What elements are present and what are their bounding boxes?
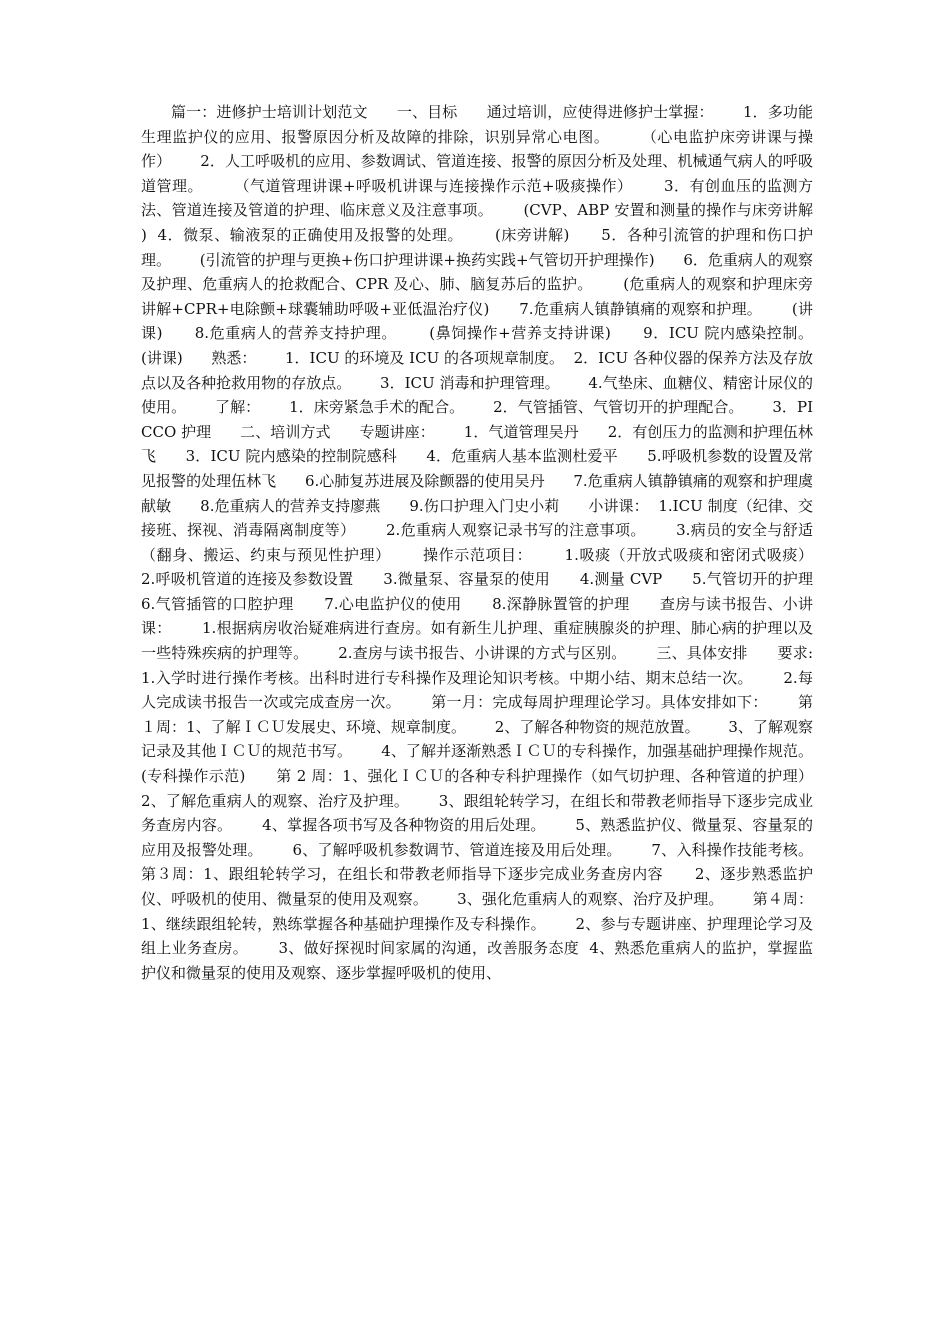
document-body-text: 篇一：进修护士培训计划范文 一、目标 通过培训，应使得进修护士掌握： 1．多功能生理监护仪的应用、报警原因分析及故障的排除，识别异常心电图。 （心电监护床旁讲课与操作） 2．人工呼吸机的应用、参数调试、管道连接、报警的原因分析及处理、机械通气病人的呼吸道管理。 （气道管理讲课+呼吸机讲课与连接操作示范+吸痰操作） 3．有创血压的监测方法、管道连接及管道的护理、临床意义及注意事项。 (CVP、ABP 安置和测量的操作与床旁讲解 ) 4．微泵、输液泵的正确使用及报警的处理。 (床旁讲解) 5．各种引流管的护理和伤口护理。 (引流管的护理与更换+伤口护理讲课+换药实践+气管切开护理操作) 6．危重病人的观察及护理、危重病人的抢救配合、CPR 及心、肺、脑复苏后的监护。 (危重病人的观察和护理床旁讲解+CPR+电除颤+球囊辅助呼吸+亚低温治疗仪) 7.危重病人镇静镇痛的观察和护理。 (讲课) 8.危重病人的营养支持护理。 (鼻饲操作+营养支持讲课) 9．ICU 院内感染控制。 (讲课) 熟悉： 1．ICU 的环境及 ICU 的各项规章制度。 2．ICU 各种仪器的保养方法及存放点以及各种抢救用物的存放点。 3．ICU 消毒和护理管理。 4.气垫床、血糖仪、精密计尿仪的使用。 了解： 1．床旁紧急手术的配合。 2．气管插管、气管切开的护理配合。 3．PICCO 护理 二、培训方式 专题讲座： 1．气道管理吴丹 2．有创压力的监测和护理伍林飞 3．ICU 院内感染的控制院感科 4．危重病人基本监测杜爱平 5.呼吸机参数的设置及常见报警的处理伍林飞 6.心肺复苏进展及除颤器的使用吴丹 7.危重病人镇静镇痛的观察和护理虞献敏 8.危重病人的营养支持廖燕 9.伤口护理入门史小莉 小讲课： 1.ICU 制度（纪律、交接班、探视、消毒隔离制度等） 2.危重病人观察记录书写的注意事项。 3.病员的安全与舒适（翻身、搬运、约束与预见性护理） 操作示范项目： 1.吸痰（开放式吸痰和密闭式吸痰） 2.呼吸机管道的连接及参数设置 3.微量泵、容量泵的使用 4.测量 CVP 5.气管切开的护理 6.气管插管的口腔护理 7.心电监护仪的使用 8.深静脉置管的护理 查房与读书报告、小讲课： 1.根据病房收治疑难病进行查房。如有新生儿护理、重症胰腺炎的护理、肺心病的护理以及一些特殊疾病的护理等。 2.查房与读书报告、小讲课的方式与区别。 三、具体安排 要求:1.入学时进行操作考核。出科时进行专科操作及理论知识考核。中期小结、期末总结一次。 2.每人完成读书报告一次或完成查房一次。 第一月：完成每周护理理论学习。具体安排如下： 第１周：1、了解ＩＣＵ发展史、环境、规章制度。 2、了解各种物资的规范放置。 3、了解观察记录及其他ＩＣＵ的规范书写。 4、了解并逐渐熟悉ＩＣＵ的专科操作，加强基础护理操作规范。(专科操作示范) 第 2 周：1、强化ＩＣＵ的各种专科护理操作（如气切护理、各种管道的护理） 2、了解危重病人的观察、治疗及护理。 3、跟组轮转学习，在组长和带教老师指导下逐步完成业务查房内容。 4、掌握各项书写及各种物资的用后处理。 5、熟悉监护仪、微量泵、容量泵的应用及报警处理。 6、了解呼吸机参数调节、管道连接及用后处理。 7、入科操作技能考核。 第３周：1、跟组轮转学习，在组长和带教老师指导下逐步完成业务查房内容 2、逐步熟悉监护仪、呼吸机的使用、微量泵的使用及观察。 3、强化危重病人的观察、治疗及护理。 第４周：1、继续跟组轮转，熟练掌握各种基础护理操作及专科操作。 2、参与专题讲座、护理理论学习及组上业务查房。 3、做好探视时间家属的沟通，改善服务态度 4、熟悉危重病人的监护，掌握监护仪和微量泵的使用及观察、逐步掌握呼吸机的使用、	[141, 103, 842, 982]
